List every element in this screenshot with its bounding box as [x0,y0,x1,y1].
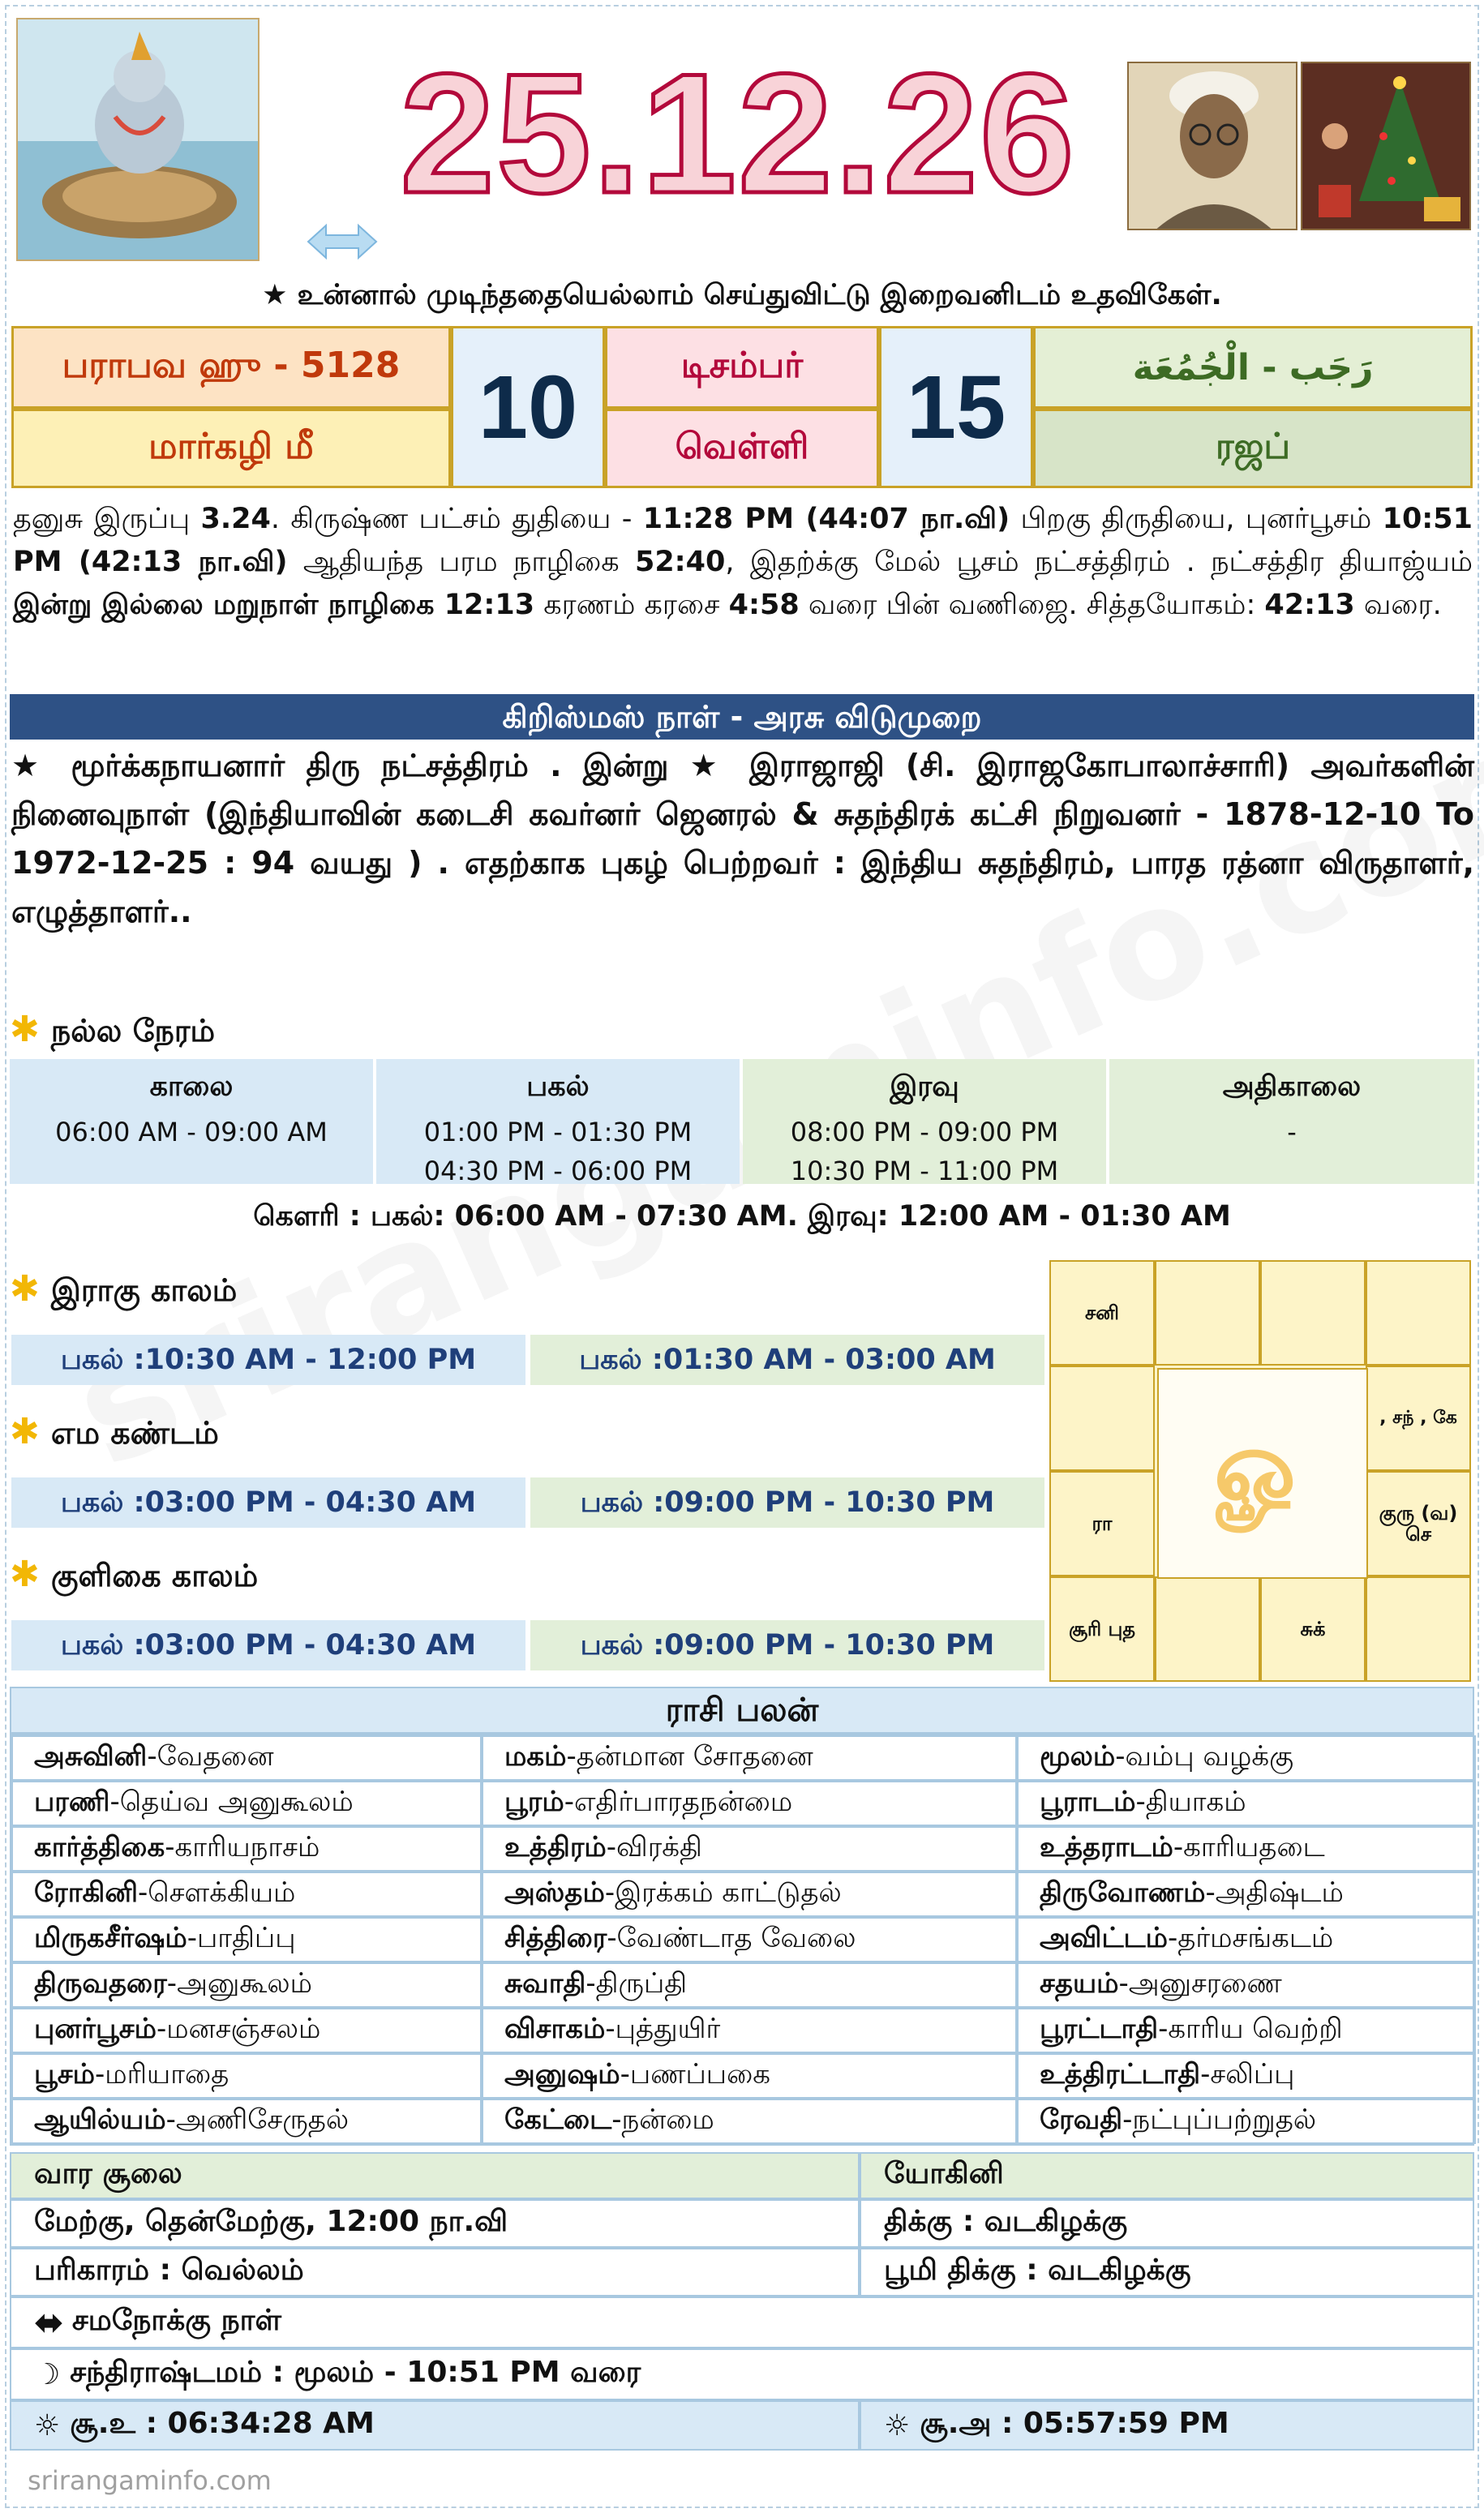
chart-cell: சனி [1049,1260,1155,1366]
horoscope-chart [1049,1260,1471,1682]
prediction: -வேண்டாத வேலை [607,1922,856,1954]
chart-cell [1155,1576,1260,1682]
rasi-cell [1017,2053,1476,2099]
tamil-month: மார்கழி மீ [11,409,451,488]
quote-line: ★ உன்னால் முடிந்ததையெல்லாம் செய்துவிட்டு இறைவனிடம் உதவிகேள். [262,279,1222,311]
star-name: மிருகசீர்ஷம் [34,1922,187,1954]
rasi-cell [482,1826,1017,1872]
nalla-neram-dawn: அதிகாலை - [1109,1059,1474,1184]
kuligai-time-b: பகல் :09:00 PM - 10:30 PM [530,1620,1044,1670]
panchang-fragment: வரை பின் வணிஜை. சித்தயோகம்: [799,589,1265,621]
chart-cell: ரா [1049,1471,1155,1576]
star-name: பூராடம் [1040,1786,1136,1818]
star-name: மகம் [504,1740,567,1773]
prediction: -மரியாதை [94,2058,229,2091]
rasi-palan-table [10,1734,1474,2146]
vaara-soolai-head: வார சூலை [10,2152,860,2199]
rasi-cell [11,1735,482,1781]
chart-cell [1366,1260,1471,1366]
prediction: -அனுகூலம் [166,1967,312,2000]
prediction: -தர்மசங்கடம் [1167,1922,1334,1954]
soolai-value: மேற்கு, தென்மேற்கு, 12:00 நா.வி [10,2199,860,2248]
chart-cell: , சந் , கே [1366,1366,1471,1471]
double-arrow-icon: ⬌ [34,2301,64,2344]
bhoomi-direction: பூமி திக்கு : வடகிழக்கு [860,2248,1474,2296]
star-name: திருவோணம் [1040,1876,1206,1909]
yogini-value: திக்கு : வடகிழக்கு [860,2199,1474,2248]
star-name: மூலம் [1040,1740,1116,1773]
special-day-text: ★ மூர்க்கநாயனார் திரு நட்சத்திரம் . இன்று ★ இராஜாஜி (சி. இராஜகோபாலாச்சாரி) அவர்களின் நினைவுநாள் (இந்தியாவின் கடைசி கவர்னர் ஜெனரல் & சுதந்திரக் கட்சி நிறுவனர் - 1878-12-10 To 1972-12-25 : 94 வயது ) . எதற்காக புகழ் பெற்றவர் : இந்திய சுதந்திரம், பாரத ரத்னா விருதாளர், எழுத்தாளர்.. [11,748,1474,929]
nalla-neram-noon: பகல் 01:00 PM - 01:30 PM 04:30 PM - 06:00 PM [376,1059,740,1184]
star-name: அஸ்தம் [504,1876,605,1909]
rasi-cell [1017,1917,1476,1962]
star-name: பரணி [34,1786,110,1818]
rasi-cell [482,1872,1017,1917]
prediction: -வேதனை [147,1740,274,1773]
om-icon: ௐ [1157,1368,1368,1579]
parikaram-value: பரிகாரம் : வெல்லம் [10,2248,860,2296]
prediction: -சலிப்பு [1200,2058,1295,2091]
star-name: கேட்டை [504,2103,612,2136]
prediction: -காரியநாசம் [165,1831,320,1863]
star-name: புனர்பூசம் [34,2013,157,2045]
prediction: -தெய்வ அனுகூலம் [109,1786,354,1818]
sun-icon: ☼ [884,2408,911,2442]
rasi-cell [11,1917,482,1962]
rasi-cell [11,1781,482,1826]
star-icon: ✱ [10,1411,40,1452]
rasi-cell [1017,1962,1476,2008]
yama-time-b: பகல் :09:00 PM - 10:30 PM [530,1477,1044,1528]
prediction: -அணிசேருதல் [165,2103,350,2136]
gowri-text: கௌரி : பகல்: 06:00 AM - 07:30 AM. இரவு: 12:00 AM - 01:30 AM [253,1200,1231,1233]
rasi-cell [1017,1872,1476,1917]
chandrashtamam-row: ☽ சந்திராஷ்டமம் : மூலம் - 10:51 PM வரை [10,2348,1474,2400]
star-name: சித்திரை [504,1922,607,1954]
rasi-cell [1017,1826,1476,1872]
prediction: -புத்துயிர் [605,2013,721,2045]
star-icon: ✱ [10,1554,40,1595]
hijri-day-number: 15 [879,326,1033,488]
kuligai-title: ✱ குளிகை காலம் [10,1554,259,1595]
star-name: பூரட்டாதி [1040,2013,1159,2045]
star-name: திருவதரை [34,1967,167,2000]
panchang-text [13,498,1473,627]
rasi-cell [1017,2008,1476,2053]
prediction: -இரக்கம் காட்டுதல் [604,1876,842,1909]
star-name: சதயம் [1040,1967,1119,2000]
panchang-fragment: 10:51 PM (42:13 நா.வி) [13,503,1473,578]
holiday-banner: கிறிஸ்மஸ் நாள் - அரசு விடுமுறை [10,694,1474,740]
prediction: -திருப்தி [585,1967,688,2000]
sunset-row: ☼ சூ.அ : 05:57:59 PM [860,2400,1474,2451]
prediction: -விரக்தி [606,1831,702,1863]
prediction: -எதிர்பாரதநன்மை [564,1786,793,1818]
deity-image [16,18,259,261]
rasi-cell [1017,1735,1476,1781]
tamil-day-number: 10 [451,326,605,488]
prediction: -பணப்பகை [620,2058,770,2091]
panchang-fragment: 42:13 [1264,589,1355,621]
panchang-fragment: . கிருஷ்ண பட்சம் துதியை - [270,503,643,535]
sun-icon: ☼ [34,2408,61,2442]
prediction: -அதிஷ்டம் [1205,1876,1344,1909]
panchang-fragment: வரை. [1354,589,1442,621]
weekday: வெள்ளி [605,409,879,488]
rasi-cell [1017,2099,1476,2144]
rasi-cell [482,2053,1017,2099]
prediction: -வம்பு வழக்கு [1115,1740,1294,1773]
prediction: -மனசஞ்சலம் [156,2013,321,2045]
samanokku-row: ⬌ சமநோக்கு நாள் [10,2296,1474,2348]
hijri-arabic: رَجَب - الْجُمُعَة [1033,326,1473,409]
prediction: -பாதிப்பு [187,1922,296,1954]
tamil-year: பராபவ ஹு - 5128 [11,326,451,409]
footer-site[interactable]: srirangaminfo.com [28,2465,272,2496]
star-name: கார்த்திகை [34,1831,165,1863]
kuligai-time-a: பகல் :03:00 PM - 04:30 AM [11,1620,525,1670]
chart-cell [1260,1260,1366,1366]
prediction: -காரிய வெற்றி [1158,2013,1343,2045]
rahu-time-a: பகல் :10:30 AM - 12:00 PM [11,1335,525,1385]
prediction: -தன்மான சோதனை [566,1740,813,1773]
rasi-cell [11,1872,482,1917]
big-date: 25.12.26 [400,38,1076,229]
panchang-fragment: 4:58 [728,589,800,621]
rahu-title: ✱ இராகு காலம் [10,1268,238,1310]
christmas-image [1301,62,1471,230]
panchang-fragment: பிறகு திருதியை, புனர்பூசம் [1010,503,1383,535]
rasi-cell [1017,1781,1476,1826]
prediction: -தியாகம் [1135,1786,1246,1818]
star-icon: ✱ [10,1009,40,1050]
star-icon: ✱ [10,1268,40,1310]
english-month: டிசம்பர் [605,326,879,409]
star-name: அவிட்டம் [1040,1922,1168,1954]
rasi-cell [11,2053,482,2099]
nalla-neram-title: ✱ நல்ல நேரம் [10,1009,216,1050]
rasi-cell [11,1962,482,2008]
nalla-neram-morning: காலை 06:00 AM - 09:00 AM [10,1059,373,1184]
chart-cell [1366,1576,1471,1682]
panchang-fragment: 52:40 [634,546,726,578]
sunrise-row: ☼ சூ.உ : 06:34:28 AM [10,2400,860,2451]
chart-cell: சூரி புத [1049,1576,1155,1682]
panchang-fragment: ஆதியந்த பரம நாழிகை [287,546,635,578]
yama-time-a: பகல் :03:00 PM - 04:30 AM [11,1477,525,1528]
hijri-month: ரஜப் [1033,409,1473,488]
yama-title: ✱ எம கண்டம் [10,1411,219,1452]
swap-arrows-icon [302,217,383,266]
nalla-neram-night: இரவு 08:00 PM - 09:00 PM 10:30 PM - 11:00 PM [743,1059,1106,1184]
star-name: உத்திரட்டாதி [1040,2058,1201,2091]
rasi-cell [482,2099,1017,2144]
rasi-cell [11,2099,482,2144]
star-name: ரோகினி [34,1876,138,1909]
chart-cell [1049,1366,1155,1471]
rasi-cell [482,2008,1017,2053]
rasi-cell [482,1735,1017,1781]
rasi-cell [11,1826,482,1872]
star-name: உத்திரம் [504,1831,607,1863]
yogini-head: யோகினி [860,2152,1474,2199]
rasi-cell [482,1917,1017,1962]
star-name: விசாகம் [504,2013,606,2045]
star-name: பூரம் [504,1786,564,1818]
rasi-palan-title: ராசி பலன் [10,1687,1474,1734]
chart-cell: குரு (வ) செ [1366,1471,1471,1576]
panchang-fragment: கரணம் கரசை [534,589,729,621]
panchang-fragment: , இதற்க்கு மேல் பூசம் நட்சத்திரம் . நட்சத்திர தியாஜ்யம் [725,546,1473,578]
panchang-fragment: 3.24 [200,503,271,535]
rahu-time-b: பகல் :01:30 AM - 03:00 AM [530,1335,1044,1385]
rasi-cell [11,2008,482,2053]
star-name: ரேவதி [1040,2103,1123,2136]
panchang-fragment: இன்று இல்லை மறுநாள் நாழிகை 12:13 [13,589,535,621]
prediction: -அனுசரணை [1118,1967,1282,2000]
prediction: -சௌக்கியம் [138,1876,296,1909]
star-name: உத்தராடம் [1040,1831,1173,1863]
star-name: அசுவினி [34,1740,148,1773]
star-name: சுவாதி [504,1967,586,2000]
rasi-cell [482,1962,1017,2008]
prediction: -நன்மை [611,2103,714,2136]
crescent-moon-icon: ☽ [34,2357,61,2391]
rasi-cell [482,1781,1017,1826]
chart-cell [1155,1260,1260,1366]
star-name: ஆயில்யம் [34,2103,166,2136]
panchang-fragment: 11:28 PM (44:07 நா.வி) [642,503,1010,535]
chart-cell: சுக் [1260,1576,1366,1682]
prediction: -நட்புப்பற்றுதல் [1122,2103,1317,2136]
panchang-fragment: தனுசு இருப்பு [13,503,201,535]
rajaji-portrait [1127,62,1297,230]
prediction: -காரியதடை [1173,1831,1325,1863]
star-name: பூசம் [34,2058,95,2091]
star-name: அனுஷம் [504,2058,620,2091]
